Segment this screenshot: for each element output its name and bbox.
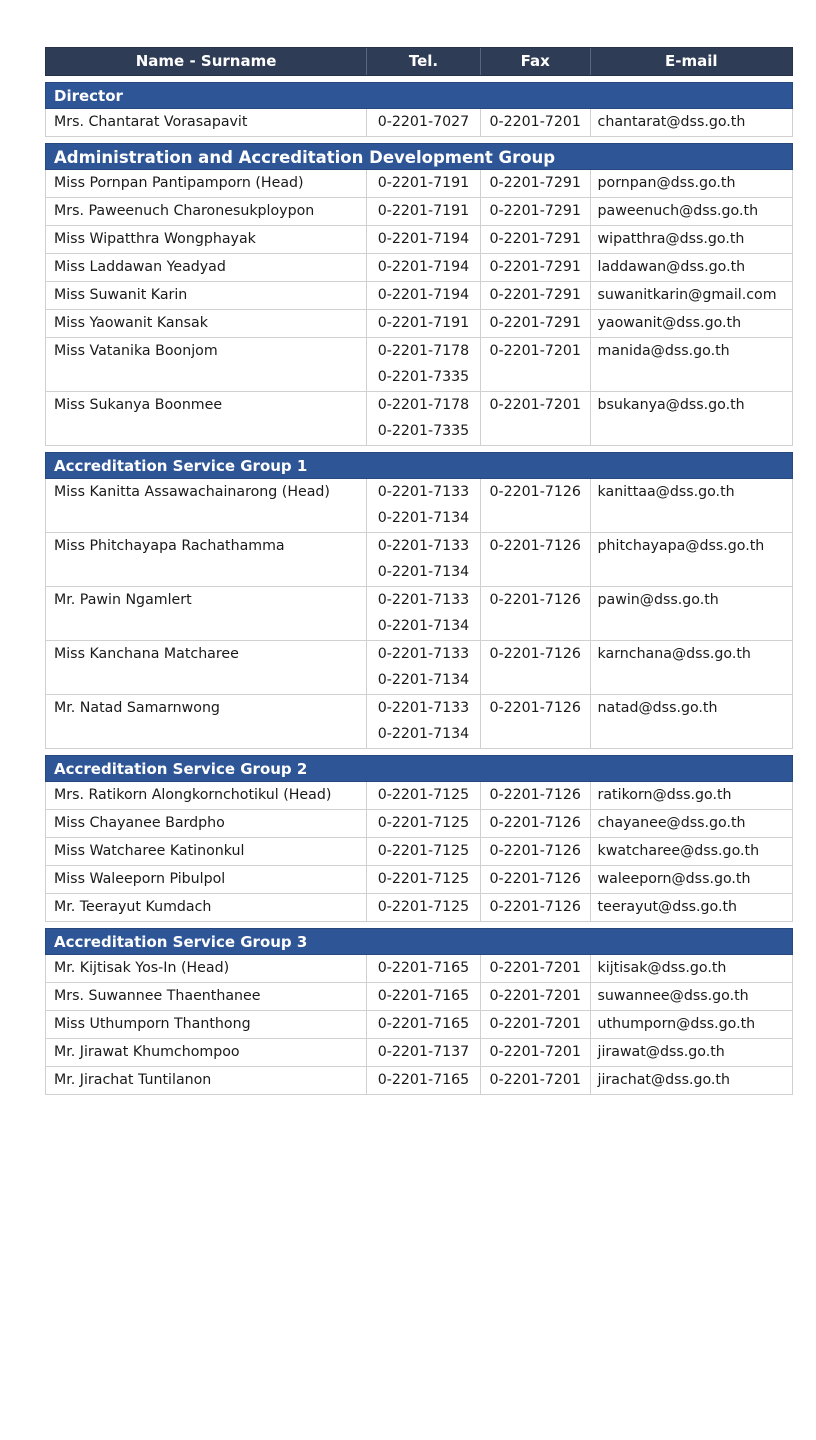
header-tel: Tel. xyxy=(366,48,480,75)
member-name: Mr. Natad Samarnwong xyxy=(54,700,220,716)
member-tel xyxy=(366,226,480,253)
member-email: karnchana@dss.go.th xyxy=(590,641,792,694)
table-row xyxy=(45,983,793,1011)
table-header xyxy=(45,47,793,76)
group-list xyxy=(45,82,793,1095)
member-email: bsukanya@dss.go.th xyxy=(590,392,792,445)
member-fax: 0-2201-7126 xyxy=(480,695,590,748)
member-tel xyxy=(366,1067,480,1094)
tel-number: 0-2201-7133 xyxy=(377,538,470,554)
member-email: chantarat@dss.go.th xyxy=(590,109,792,136)
member-fax: 0-2201-7126 xyxy=(480,641,590,694)
member-fax: 0-2201-7126 xyxy=(480,810,590,837)
table-row xyxy=(45,226,793,254)
member-fax: 0-2201-7291 xyxy=(480,282,590,309)
tel-number: 0-2201-7133 xyxy=(377,700,470,716)
member-name: Miss Pornpan Pantipamporn (Head) xyxy=(54,175,304,191)
member-name: Mr. Kijtisak Yos-In (Head) xyxy=(54,960,230,976)
table-row xyxy=(45,1039,793,1067)
table-row xyxy=(45,810,793,838)
member-tel xyxy=(366,198,480,225)
member-name: Miss Laddawan Yeadyad xyxy=(54,259,226,275)
member-tel xyxy=(366,338,480,391)
group-section xyxy=(45,755,793,922)
member-email: jirachat@dss.go.th xyxy=(590,1067,792,1094)
table-row xyxy=(45,533,793,587)
table-row xyxy=(45,198,793,226)
tel-number: 0-2201-7134 xyxy=(377,726,470,742)
tel-number: 0-2201-7178 xyxy=(377,343,470,359)
member-fax: 0-2201-7126 xyxy=(480,587,590,640)
member-tel xyxy=(366,392,480,445)
member-tel xyxy=(366,310,480,337)
member-email: uthumporn@dss.go.th xyxy=(590,1011,792,1038)
member-name: Miss Kanchana Matcharee xyxy=(54,646,239,662)
member-name: Miss Uthumporn Thanthong xyxy=(54,1016,251,1032)
member-email: kijtisak@dss.go.th xyxy=(590,955,792,982)
member-fax: 0-2201-7201 xyxy=(480,338,590,391)
tel-number: 0-2201-7165 xyxy=(377,1072,470,1088)
member-name: Mrs. Ratikorn Alongkornchotikul (Head) xyxy=(54,787,332,803)
member-tel xyxy=(366,479,480,532)
member-tel xyxy=(366,1011,480,1038)
member-tel xyxy=(366,983,480,1010)
tel-number: 0-2201-7133 xyxy=(377,592,470,608)
member-email: wipatthra@dss.go.th xyxy=(590,226,792,253)
member-tel xyxy=(366,1039,480,1066)
tel-number: 0-2201-7027 xyxy=(377,114,470,130)
tel-number: 0-2201-7191 xyxy=(377,175,470,191)
group-title: Accreditation Service Group 3 xyxy=(45,928,793,955)
member-tel xyxy=(366,894,480,921)
member-email: jirawat@dss.go.th xyxy=(590,1039,792,1066)
table-row xyxy=(45,392,793,446)
table-row xyxy=(45,641,793,695)
member-email: waleeporn@dss.go.th xyxy=(590,866,792,893)
table-row xyxy=(45,866,793,894)
tel-number: 0-2201-7165 xyxy=(377,988,470,1004)
table-row xyxy=(45,1067,793,1095)
tel-number: 0-2201-7165 xyxy=(377,1016,470,1032)
member-tel xyxy=(366,782,480,809)
member-name: Mr. Jirachat Tuntilanon xyxy=(54,1072,212,1088)
member-email: chayanee@dss.go.th xyxy=(590,810,792,837)
table-row xyxy=(45,894,793,922)
group-section xyxy=(45,452,793,749)
header-name: Name - Surname xyxy=(135,52,277,70)
table-row xyxy=(45,310,793,338)
member-fax: 0-2201-7201 xyxy=(480,109,590,136)
table-row xyxy=(45,955,793,983)
member-fax: 0-2201-7126 xyxy=(480,782,590,809)
member-fax: 0-2201-7291 xyxy=(480,170,590,197)
table-row xyxy=(45,695,793,749)
member-name: Miss Vatanika Boonjom xyxy=(54,343,218,359)
tel-number: 0-2201-7178 xyxy=(377,397,470,413)
tel-number: 0-2201-7125 xyxy=(377,843,470,859)
table-row xyxy=(45,254,793,282)
tel-number: 0-2201-7125 xyxy=(377,871,470,887)
member-name: Mrs. Paweenuch Charonesukploypon xyxy=(54,203,315,219)
member-tel xyxy=(366,533,480,586)
tel-number: 0-2201-7125 xyxy=(377,815,470,831)
member-name: Miss Watcharee Katinonkul xyxy=(54,843,245,859)
member-name: Miss Wipatthra Wongphayak xyxy=(54,231,256,247)
group-section xyxy=(45,82,793,137)
member-tel xyxy=(366,109,480,136)
member-tel xyxy=(366,282,480,309)
group-title: Administration and Accreditation Development Group xyxy=(45,143,793,170)
tel-number: 0-2201-7134 xyxy=(377,564,470,580)
member-email: ratikorn@dss.go.th xyxy=(590,782,792,809)
member-name: Mr. Jirawat Khumchompoo xyxy=(54,1044,240,1060)
member-name: Miss Sukanya Boonmee xyxy=(54,397,223,413)
member-email: natad@dss.go.th xyxy=(590,695,792,748)
tel-number: 0-2201-7194 xyxy=(377,287,470,303)
member-email: phitchayapa@dss.go.th xyxy=(590,533,792,586)
table-row xyxy=(45,782,793,810)
member-email: laddawan@dss.go.th xyxy=(590,254,792,281)
member-email: teerayut@dss.go.th xyxy=(590,894,792,921)
tel-number: 0-2201-7125 xyxy=(377,787,470,803)
member-email: pawin@dss.go.th xyxy=(590,587,792,640)
member-fax: 0-2201-7291 xyxy=(480,310,590,337)
member-fax: 0-2201-7201 xyxy=(480,1067,590,1094)
header-fax: Fax xyxy=(480,48,590,75)
member-name: Miss Phitchayapa Rachathamma xyxy=(54,538,285,554)
member-email: suwanitkarin@gmail.com xyxy=(590,282,792,309)
member-name: Mr. Pawin Ngamlert xyxy=(54,592,192,608)
member-fax: 0-2201-7201 xyxy=(480,983,590,1010)
group-title: Accreditation Service Group 1 xyxy=(45,452,793,479)
tel-number: 0-2201-7335 xyxy=(377,369,470,385)
contact-directory-table xyxy=(45,47,793,1095)
member-fax: 0-2201-7291 xyxy=(480,198,590,225)
member-email: paweenuch@dss.go.th xyxy=(590,198,792,225)
member-fax: 0-2201-7126 xyxy=(480,533,590,586)
member-tel xyxy=(366,587,480,640)
table-row xyxy=(45,587,793,641)
tel-number: 0-2201-7335 xyxy=(377,423,470,439)
group-title: Accreditation Service Group 2 xyxy=(45,755,793,782)
tel-number: 0-2201-7194 xyxy=(377,231,470,247)
table-row xyxy=(45,282,793,310)
member-name: Mrs. Suwannee Thaenthanee xyxy=(54,988,261,1004)
member-name: Mrs. Chantarat Vorasapavit xyxy=(54,114,248,130)
tel-number: 0-2201-7133 xyxy=(377,646,470,662)
table-row xyxy=(45,479,793,533)
tel-number: 0-2201-7191 xyxy=(377,203,470,219)
member-fax: 0-2201-7126 xyxy=(480,894,590,921)
table-row xyxy=(45,338,793,392)
table-row xyxy=(45,838,793,866)
tel-number: 0-2201-7134 xyxy=(377,510,470,526)
member-name: Mr. Teerayut Kumdach xyxy=(54,899,212,915)
table-row xyxy=(45,109,793,137)
member-email: kwatcharee@dss.go.th xyxy=(590,838,792,865)
member-tel xyxy=(366,866,480,893)
member-fax: 0-2201-7201 xyxy=(480,1039,590,1066)
member-fax: 0-2201-7291 xyxy=(480,254,590,281)
member-tel xyxy=(366,170,480,197)
member-tel xyxy=(366,955,480,982)
member-fax: 0-2201-7126 xyxy=(480,866,590,893)
tel-number: 0-2201-7133 xyxy=(377,484,470,500)
group-section xyxy=(45,928,793,1095)
member-name: Miss Waleeporn Pibulpol xyxy=(54,871,226,887)
member-email: pornpan@dss.go.th xyxy=(590,170,792,197)
member-fax: 0-2201-7201 xyxy=(480,955,590,982)
member-fax: 0-2201-7201 xyxy=(480,392,590,445)
tel-number: 0-2201-7191 xyxy=(377,315,470,331)
member-name: Miss Suwanit Karin xyxy=(54,287,188,303)
tel-number: 0-2201-7194 xyxy=(377,259,470,275)
table-row xyxy=(45,170,793,198)
member-tel xyxy=(366,695,480,748)
member-tel xyxy=(366,838,480,865)
member-tel xyxy=(366,254,480,281)
member-tel xyxy=(366,810,480,837)
tel-number: 0-2201-7137 xyxy=(377,1044,470,1060)
group-section xyxy=(45,143,793,446)
member-name: Miss Yaowanit Kansak xyxy=(54,315,208,331)
tel-number: 0-2201-7134 xyxy=(377,672,470,688)
member-email: kanittaa@dss.go.th xyxy=(590,479,792,532)
member-name: Miss Kanitta Assawachainarong (Head) xyxy=(54,484,330,500)
member-fax: 0-2201-7291 xyxy=(480,226,590,253)
member-email: manida@dss.go.th xyxy=(590,338,792,391)
tel-number: 0-2201-7134 xyxy=(377,618,470,634)
member-email: yaowanit@dss.go.th xyxy=(590,310,792,337)
member-name: Miss Chayanee Bardpho xyxy=(54,815,225,831)
header-email: E-mail xyxy=(590,48,792,75)
member-fax: 0-2201-7201 xyxy=(480,1011,590,1038)
tel-number: 0-2201-7165 xyxy=(377,960,470,976)
table-row xyxy=(45,1011,793,1039)
member-fax: 0-2201-7126 xyxy=(480,479,590,532)
member-email: suwannee@dss.go.th xyxy=(590,983,792,1010)
tel-number: 0-2201-7125 xyxy=(377,899,470,915)
member-tel xyxy=(366,641,480,694)
member-fax: 0-2201-7126 xyxy=(480,838,590,865)
group-title: Director xyxy=(45,82,793,109)
